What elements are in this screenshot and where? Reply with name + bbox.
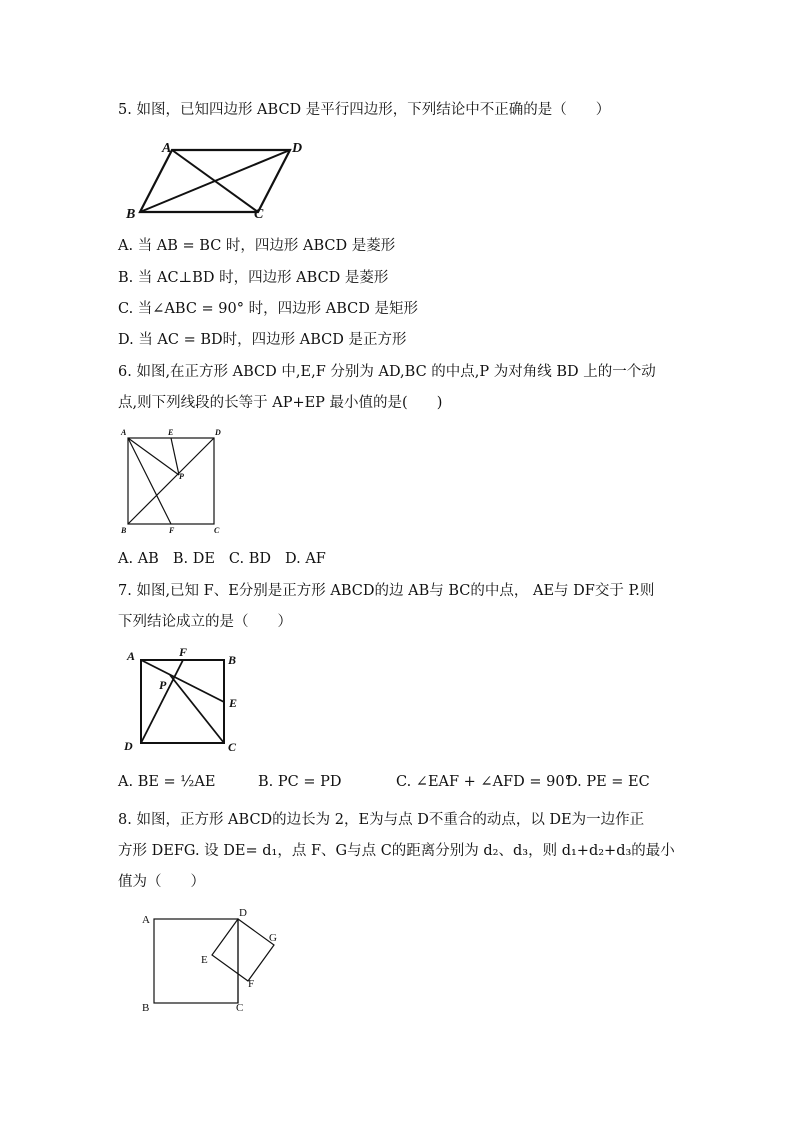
q6-stem-line2: 点,则下列线段的长等于 AP+EP 最小值的是( ) [118,395,443,411]
q5-parallelogram-figure [120,138,320,228]
q5-label-a: A [162,141,172,156]
q8-stem-line1: 8. 如图，正方形 ABCD的边长为 2，E为与点 D不重合的动点，以 DE为一边作正 [118,812,645,828]
q6-square-figure [118,426,238,546]
q8-stem-line2: 方形 DEFG. 设 DE= d₁，点 F、G与点 C的距离分别为 d₂、d₃，则 d₁+d₂+d₃的最小 [118,843,675,859]
q7-segment-pc [170,675,224,743]
q7-stem-line2: 下列结论成立的是（ ） [118,614,292,630]
q5-label-c: C [254,207,264,222]
q6-options [118,551,326,567]
q7-label-c: C [228,740,237,754]
q8-label-e: E [201,954,208,966]
q7-label-b: B [228,653,237,667]
q8-label-b: B [142,1002,150,1014]
q6-option-a: A. AB [118,551,159,567]
q8-label-c: C [236,1002,244,1014]
q7-options [118,768,718,804]
q8-square-defg [212,919,274,981]
q6-diagonal-bd [128,438,214,524]
q6-label-d: D [215,428,221,437]
q6-label-c: C [214,526,220,535]
q7-label-p: P [159,678,167,692]
q7-square-figure [118,646,258,756]
q7-square [141,660,224,743]
q6-label-a: A [121,428,127,437]
q6-segment-af [128,438,171,524]
q6-label-p: P [179,472,184,481]
q5-option-d: D. 当 AC = BD时，四边形 ABCD 是正方形 [118,332,407,348]
q7-label-f: F [179,645,188,659]
q8-stem-line3: 值为（ ） [118,874,205,890]
q6-label-b: B [121,526,127,535]
q7-label-d: D [124,739,133,753]
q7-option-d: D. PE = EC [566,774,650,790]
q5-option-c: C. 当∠ABC = 90° 时，四边形 ABCD 是矩形 [118,301,418,317]
q7-option-a: A. BE = ½AE [118,774,216,790]
q8-label-a: A [142,914,150,926]
q7-label-e: E [229,696,238,710]
q6-option-d: D. AF [285,551,326,567]
q7-segment-df [141,660,183,743]
q5-diagonal-bd [140,150,290,212]
q6-option-b: B. DE [172,551,215,567]
q8-label-f: F [248,978,255,990]
q7-segment-ae [141,660,224,702]
q8-label-d: D [239,907,247,919]
q6-label-e: E [168,428,174,437]
q5-label-d: D [292,141,303,156]
q7-option-b: B. PC = PD [258,774,342,790]
q7-stem-line1: 7. 如图,已知 F、E分别是正方形 ABCD的边 AB与 BC的中点， AE与 DF交于 P.则 [118,583,655,599]
q6-label-f: F [169,526,175,535]
q8-square-figure [138,905,308,1025]
q8-square-abcd [154,919,238,1003]
q5-option-a: A. 当 AB = BC 时，四边形 ABCD 是菱形 [118,238,396,254]
q5-label-b: B [126,207,136,222]
q6-option-c: C. BD [228,551,271,567]
q5-stem: 5. 如图，已知四边形 ABCD 是平行四边形，下列结论中不正确的是（ ） [118,102,611,118]
q7-label-a: A [127,649,136,663]
q5-option-b: B. 当 AC⊥BD 时，四边形 ABCD 是菱形 [118,270,389,286]
q8-label-g: G [269,932,277,944]
q6-stem-line1: 6. 如图,在正方形 ABCD 中,E,F 分别为 AD,BC 的中点,P 为对角线 BD 上的一个动 [118,364,656,380]
q7-option-c: C. ∠EAF + ∠AFD = 90° [396,774,572,790]
q6-segment-ap [128,438,179,475]
